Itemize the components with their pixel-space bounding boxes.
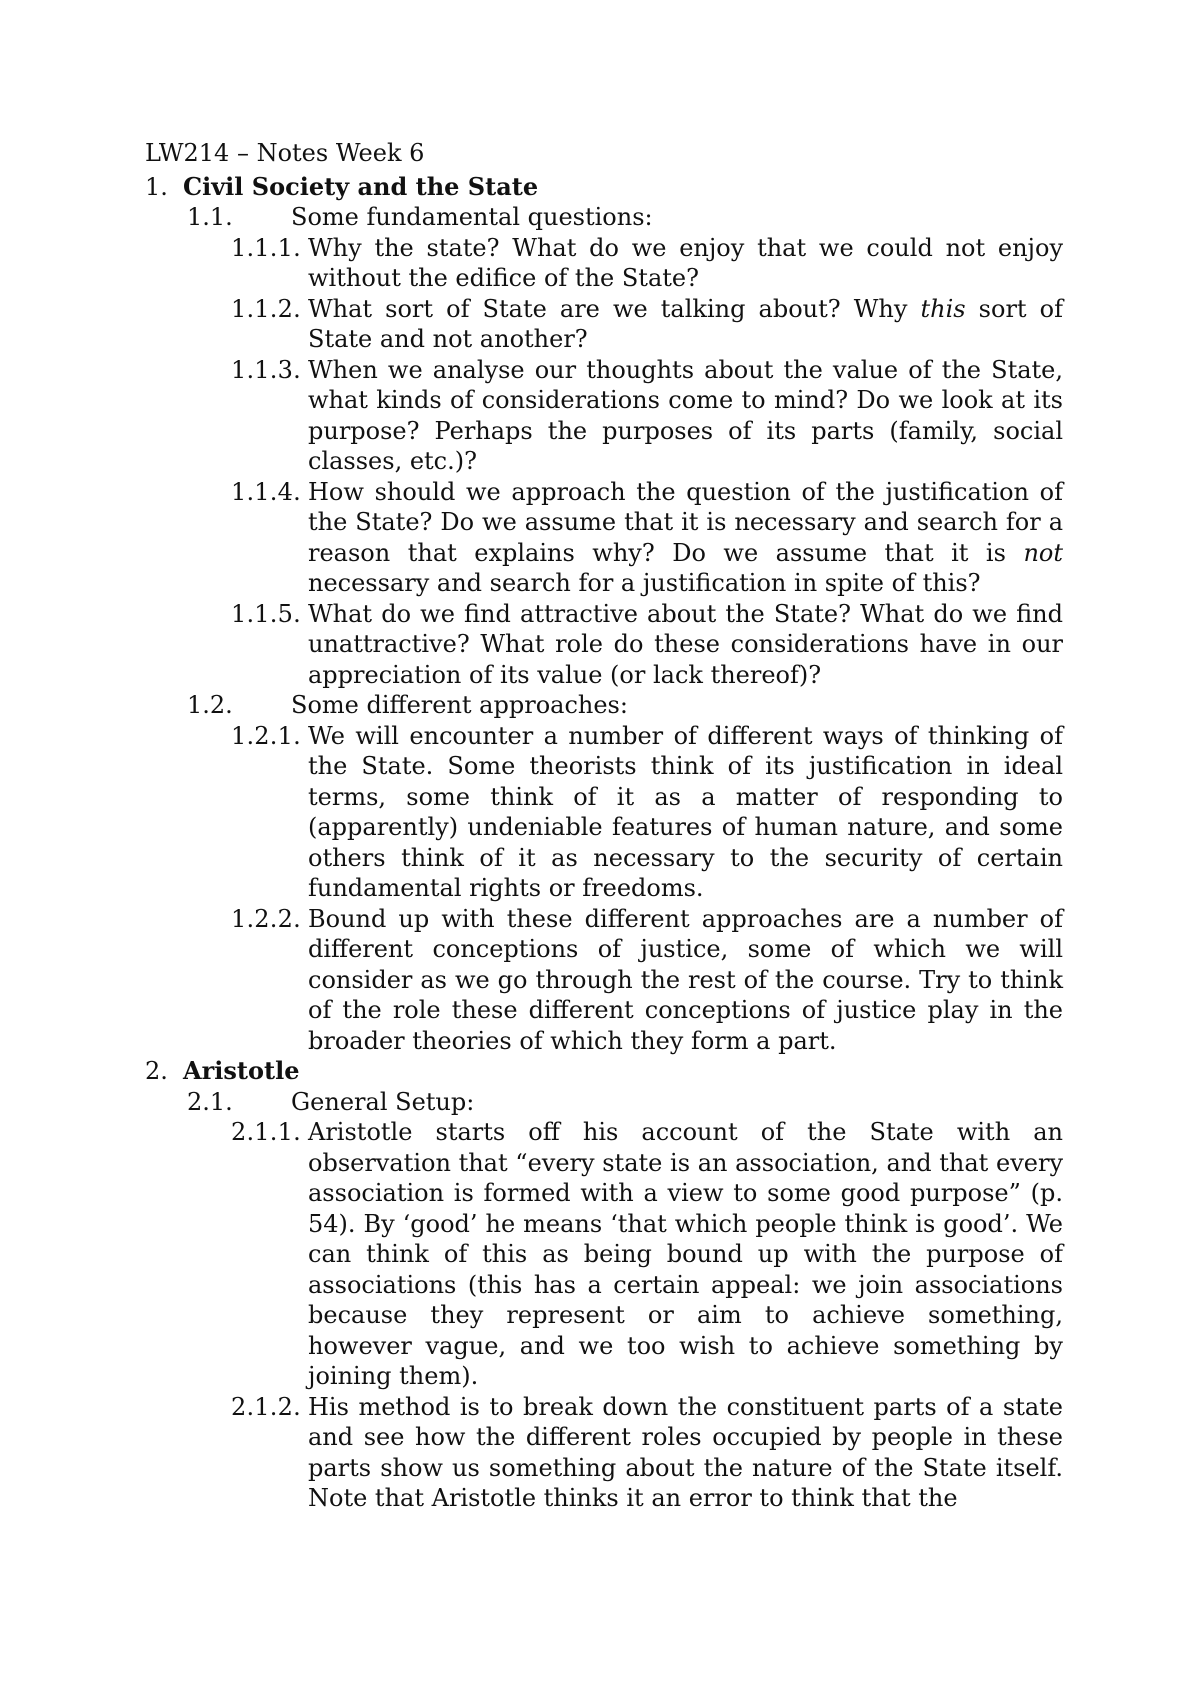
list-item bbox=[145, 599, 1063, 691]
list-item bbox=[145, 294, 1063, 355]
list-item bbox=[145, 904, 1063, 1057]
list-item bbox=[145, 233, 1063, 294]
subsection-number: 1.1. bbox=[187, 203, 233, 231]
item-text: Why the state? What do we enjoy that we could not enjoy without the edifice of the State? bbox=[308, 233, 1063, 292]
item-text: We will encounter a number of different ways of thinking of the State. Some theorists think of its justification in ideal terms, some think of it as a matter of responding to (apparently) undeniable features of human nature, and some others think of it as necessary to the security of certain fundamental rights or freedoms. bbox=[308, 721, 1063, 902]
item-number: 2.1.2. bbox=[231, 1392, 301, 1421]
subsection-heading-2-1 bbox=[145, 1087, 1063, 1118]
item-text: What do we find attractive about the State? What do we find unattractive? What role do these considerations have in our appreciation of its value (or lack thereof)? bbox=[308, 599, 1063, 689]
item-text-part: What sort of State are we talking about? Why bbox=[308, 294, 921, 323]
list-item bbox=[145, 355, 1063, 477]
subsection-heading-1-2 bbox=[145, 690, 1063, 721]
subsection-title: Some different approaches: bbox=[291, 691, 628, 719]
subsection-heading-1-1 bbox=[145, 202, 1063, 233]
section-title: Civil Society and the State bbox=[183, 171, 539, 201]
section-title: Aristotle bbox=[183, 1056, 300, 1085]
item-text bbox=[308, 477, 1063, 599]
item-text-part: How should we approach the question of the justification of the State? Do we assume that it is necessary and search for a reason that explains why? Do we assume that it is bbox=[308, 477, 1063, 567]
item-number: 2.1.1. bbox=[231, 1118, 301, 1146]
subsection-number: 1.2. bbox=[187, 691, 233, 719]
subsection-title: General Setup: bbox=[291, 1087, 475, 1116]
item-text-emphasis: this bbox=[920, 294, 966, 323]
list-item bbox=[145, 721, 1063, 904]
section-heading-1 bbox=[145, 172, 1063, 203]
item-text: Bound up with these different approaches are a number of different conceptions of justice, some of which we will consider as we go through the rest of the course. Try to think of the role these different conceptions of justice play in the broader theories of which they form a part. bbox=[308, 904, 1063, 1055]
item-text: His method is to break down the constituent parts of a state and see how the different roles occupied by people in these parts show us something about the nature of the State itself. Note that Aristotle thinks it an error to think that the bbox=[308, 1392, 1063, 1512]
subsection-title: Some fundamental questions: bbox=[291, 203, 653, 231]
item-number: 1.2.1. bbox=[231, 721, 301, 750]
item-text: Aristotle starts off his account of the State with an observation that “every state is an association, and that every association is formed with a view to some good purpose” (p. 54). By ‘good’ he means ‘that which people think is good’. We can think of this as being bound up with the purpose of associations (this has a certain appeal: we join associations because they represent or aim to achieve something, however vague, and we too wish to achieve something by joining them). bbox=[308, 1118, 1063, 1390]
document-page bbox=[145, 138, 1063, 1514]
document-title: LW214 – Notes Week 6 bbox=[145, 139, 425, 167]
item-number: 1.2.2. bbox=[231, 904, 301, 933]
subsection-number: 2.1. bbox=[187, 1087, 233, 1116]
item-text-part: necessary and search for a justification in spite of this? bbox=[308, 569, 981, 597]
list-item bbox=[145, 1117, 1063, 1392]
item-text-part: sort of State and not another? bbox=[308, 294, 1063, 353]
item-text bbox=[308, 294, 1063, 355]
section-number: 1. bbox=[145, 172, 168, 201]
item-number: 1.1.5. bbox=[231, 599, 301, 628]
item-number: 1.1.1. bbox=[231, 233, 301, 262]
item-number: 1.1.3. bbox=[231, 355, 301, 384]
item-text-emphasis: not bbox=[1023, 538, 1063, 567]
section-heading-2 bbox=[145, 1056, 1063, 1087]
item-number: 1.1.4. bbox=[231, 477, 301, 506]
section-number: 2. bbox=[145, 1057, 168, 1085]
item-number: 1.1.2. bbox=[231, 294, 301, 323]
list-item bbox=[145, 1392, 1063, 1514]
item-text: When we analyse our thoughts about the value of the State, what kinds of considerations come to mind? Do we look at its purpose? Perhaps the purposes of its parts (family, social classes, etc.)? bbox=[308, 355, 1063, 475]
list-item bbox=[145, 477, 1063, 599]
